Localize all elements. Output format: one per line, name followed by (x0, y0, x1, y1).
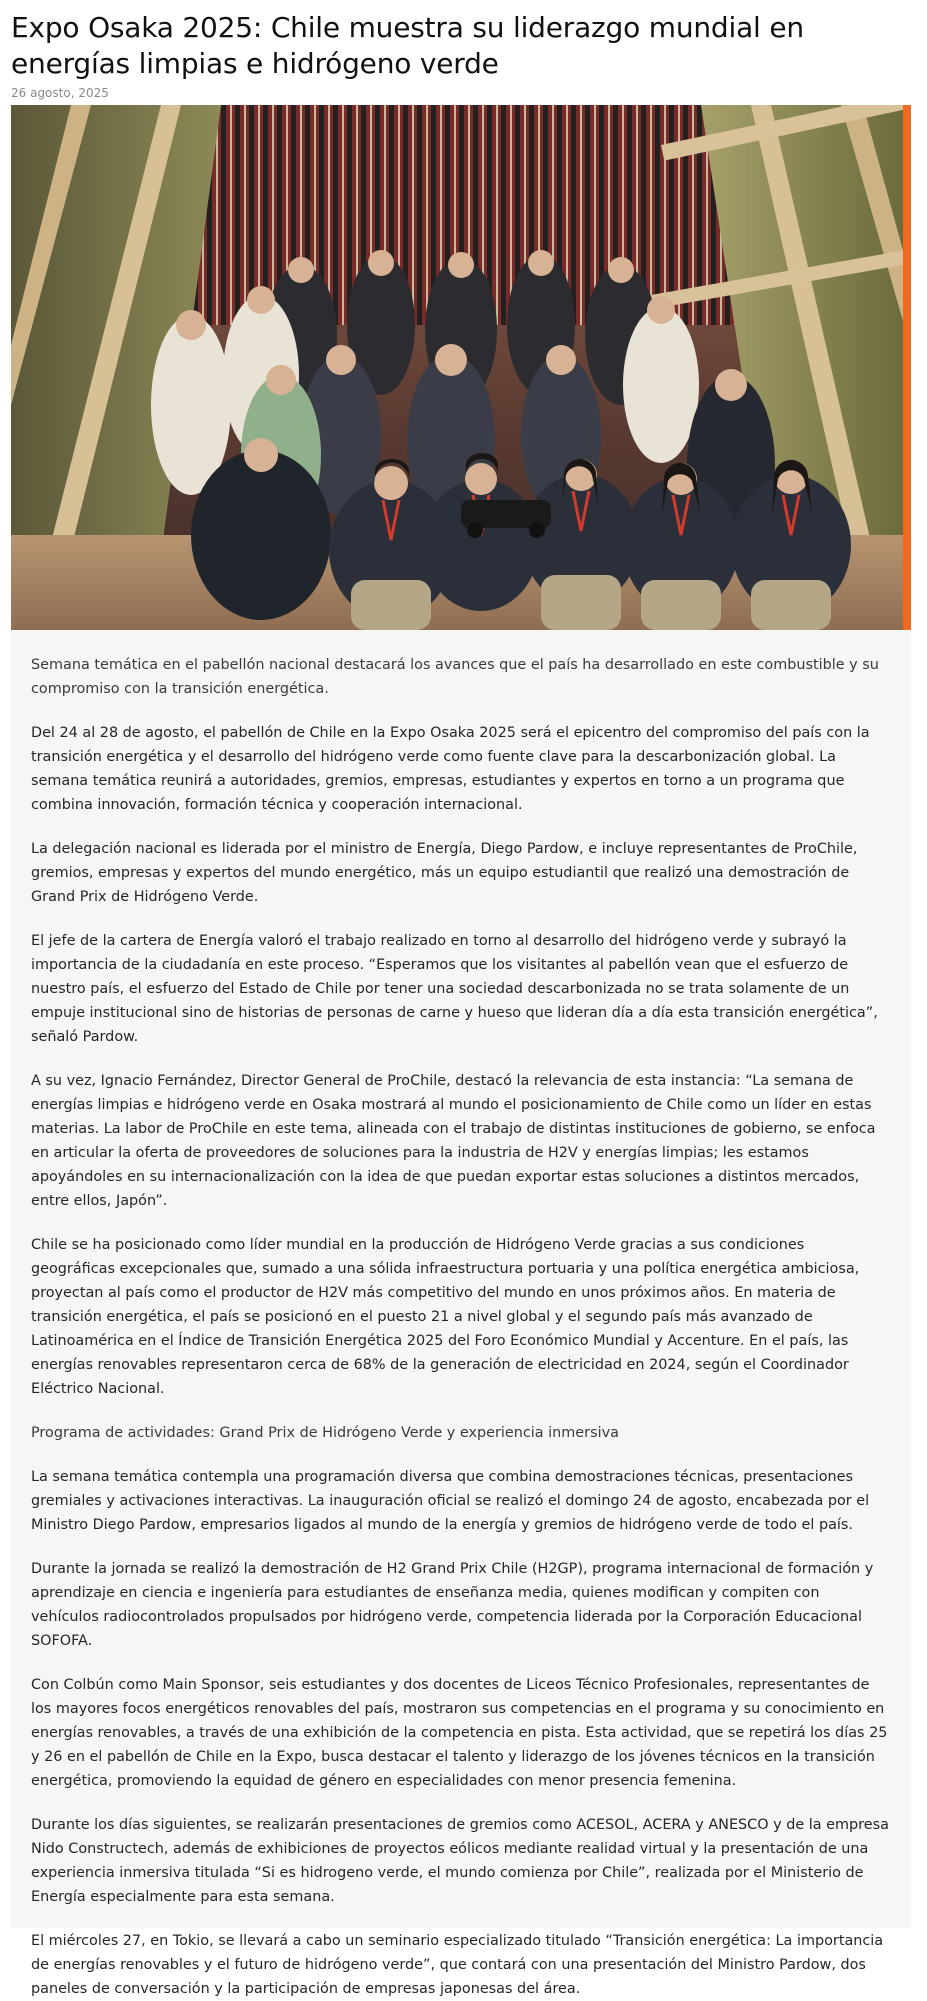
article-paragraph: La delegación nacional es liderada por el ministro de Energía, Diego Pardow, e incluye representantes de ProChile, gremios, empresas y expertos del mundo energético, más un equipo estudiantil que realizó una demostración de Grand Prix de Hidrógeno Verde. (31, 841, 858, 905)
hero-image (11, 105, 907, 630)
section-subheading: Programa de actividades: Grand Prix de Hidrógeno Verde y experiencia inmersiva (31, 1425, 619, 1441)
article-paragraph: Durante los días siguientes, se realizarán presentaciones de gremios como ACESOL, ACERA y ANESCO y de la empresa Nido Constructech, además de exhibiciones de proyectos eólicos mediante realidad virtual y la presentación de una experiencia inmersiva titulada “Si es hidrogeno verde, el mundo comienza por Chile”, realizada por el Ministerio de Energía especialmente para esta semana. (31, 1817, 889, 1905)
article-paragraph: Durante la jornada se realizó la demostración de H2 Grand Prix Chile (H2GP), programa internacional de formación y aprendizaje en ciencia e ingeniería para estudiantes de enseñanza media, quienes modifican y compiten con vehículos radiocontrolados propulsados por hidrógeno verde, competencia liderada por la Corporación Educacional SOFOFA. (31, 1561, 874, 1649)
article-paragraph: El jefe de la cartera de Energía valoró el trabajo realizado en torno al desarrollo del hidrógeno verde y subrayó la importancia de la ciudadanía en este proceso. “Esperamos que los visitantes al pabellón vean que el esfuerzo de nuestro país, el esfuerzo del Estado de Chile por tener una sociedad descarbonizada no se trata solamente de un empuje institucional sino de historias de personas de carne y hueso que lideran día a día esta transición energética”, señaló Pardow. (31, 933, 878, 1045)
accent-bar (903, 105, 911, 633)
article-paragraph: Con Colbún como Main Sponsor, seis estudiantes y dos docentes de Liceos Técnico Profesionales, representantes de los mayores focos energéticos renovables del país, mostraron sus competencias en el programa y su conocimiento en energías renovables, a través de una exhibición de la competencia en pista. Esta actividad, que se repetirá los días 25 y 26 en el pabellón de Chile en la Expo, busca destacar el talento y liderazgo de los jóvenes técnicos en la transición energética, promoviendo la equidad de género en especialidades con menor presencia femenina. (31, 1677, 888, 1789)
article-paragraph: La semana temática contempla una programación diversa que combina demostraciones técnicas, presentaciones gremiales y activaciones interactivas. La inauguración oficial se realizó el domingo 24 de agosto, encabezada por el Ministro Diego Pardow, empresarios ligados al mundo de la energía y gremios de hidrógeno verde de todo el país. (31, 1469, 870, 1533)
article-title: Expo Osaka 2025: Chile muestra su liderazgo mundial en energías limpias e hidrógeno verde (11, 11, 804, 80)
article-body (11, 630, 911, 1997)
group-photo-illustration (11, 105, 907, 630)
article-paragraph: Chile se ha posicionado como líder mundial en la producción de Hidrógeno Verde gracias a sus condiciones geográficas excepcionales que, sumado a una sólida infraestructura portuaria y una política energética ambiciosa, proyectan al país como el productor de H2V más competitivo del mundo en unos próximos años. En materia de transición energética, el país se posicionó en el puesto 21 a nivel global y el segundo país más avanzado de Latinoamérica en el Índice de Transición Energética 2025 del Foro Económico Mundial y Accenture. En el país, las energías renovables representaron cerca de 68% de la generación de electricidad en 2024, según el Coordinador Eléctrico Nacional. (31, 1237, 860, 1397)
article-paragraph: Del 24 al 28 de agosto, el pabellón de Chile en la Expo Osaka 2025 será el epicentro del compromiso del país con la transición energética y el desarrollo del hidrógeno verde como fuente clave para la descarbonización global. La semana temática reunirá a autoridades, gremios, empresas, estudiantes y expertos en torno a un programa que combina innovación, formación técnica y cooperación internacional. (31, 725, 870, 813)
article-lead: Semana temática en el pabellón nacional destacará los avances que el país ha desarrollado en este combustible y su compromiso con la transición energética. (31, 657, 879, 697)
article-paragraph: El miércoles 27, en Tokio, se llevará a cabo un seminario especializado titulado “Transición energética: La importancia de energías renovables y el futuro de hidrógeno verde”, que contará con una presentación del Ministro Pardow, dos paneles de conversación y la participación de empresas japonesas del área. (31, 1933, 884, 1997)
article-paragraph: A su vez, Ignacio Fernández, Director General de ProChile, destacó la relevancia de esta instancia: “La semana de energías limpias e hidrógeno verde en Osaka mostrará al mundo el posicionamiento de Chile como un líder en estas materias. La labor de ProChile en este tema, alineada con el trabajo de distintas instituciones de gobierno, se enfoca en articular la oferta de proveedores de soluciones para la industria de H2V y energías limpias; les estamos apoyándoles en su internacionalización con la idea de que puedan exportar estas soluciones a distintos mercados, entre ellos, Japón”. (31, 1073, 876, 1209)
article-header (0, 0, 927, 102)
article-date: 26 agosto, 2025 (11, 86, 109, 100)
